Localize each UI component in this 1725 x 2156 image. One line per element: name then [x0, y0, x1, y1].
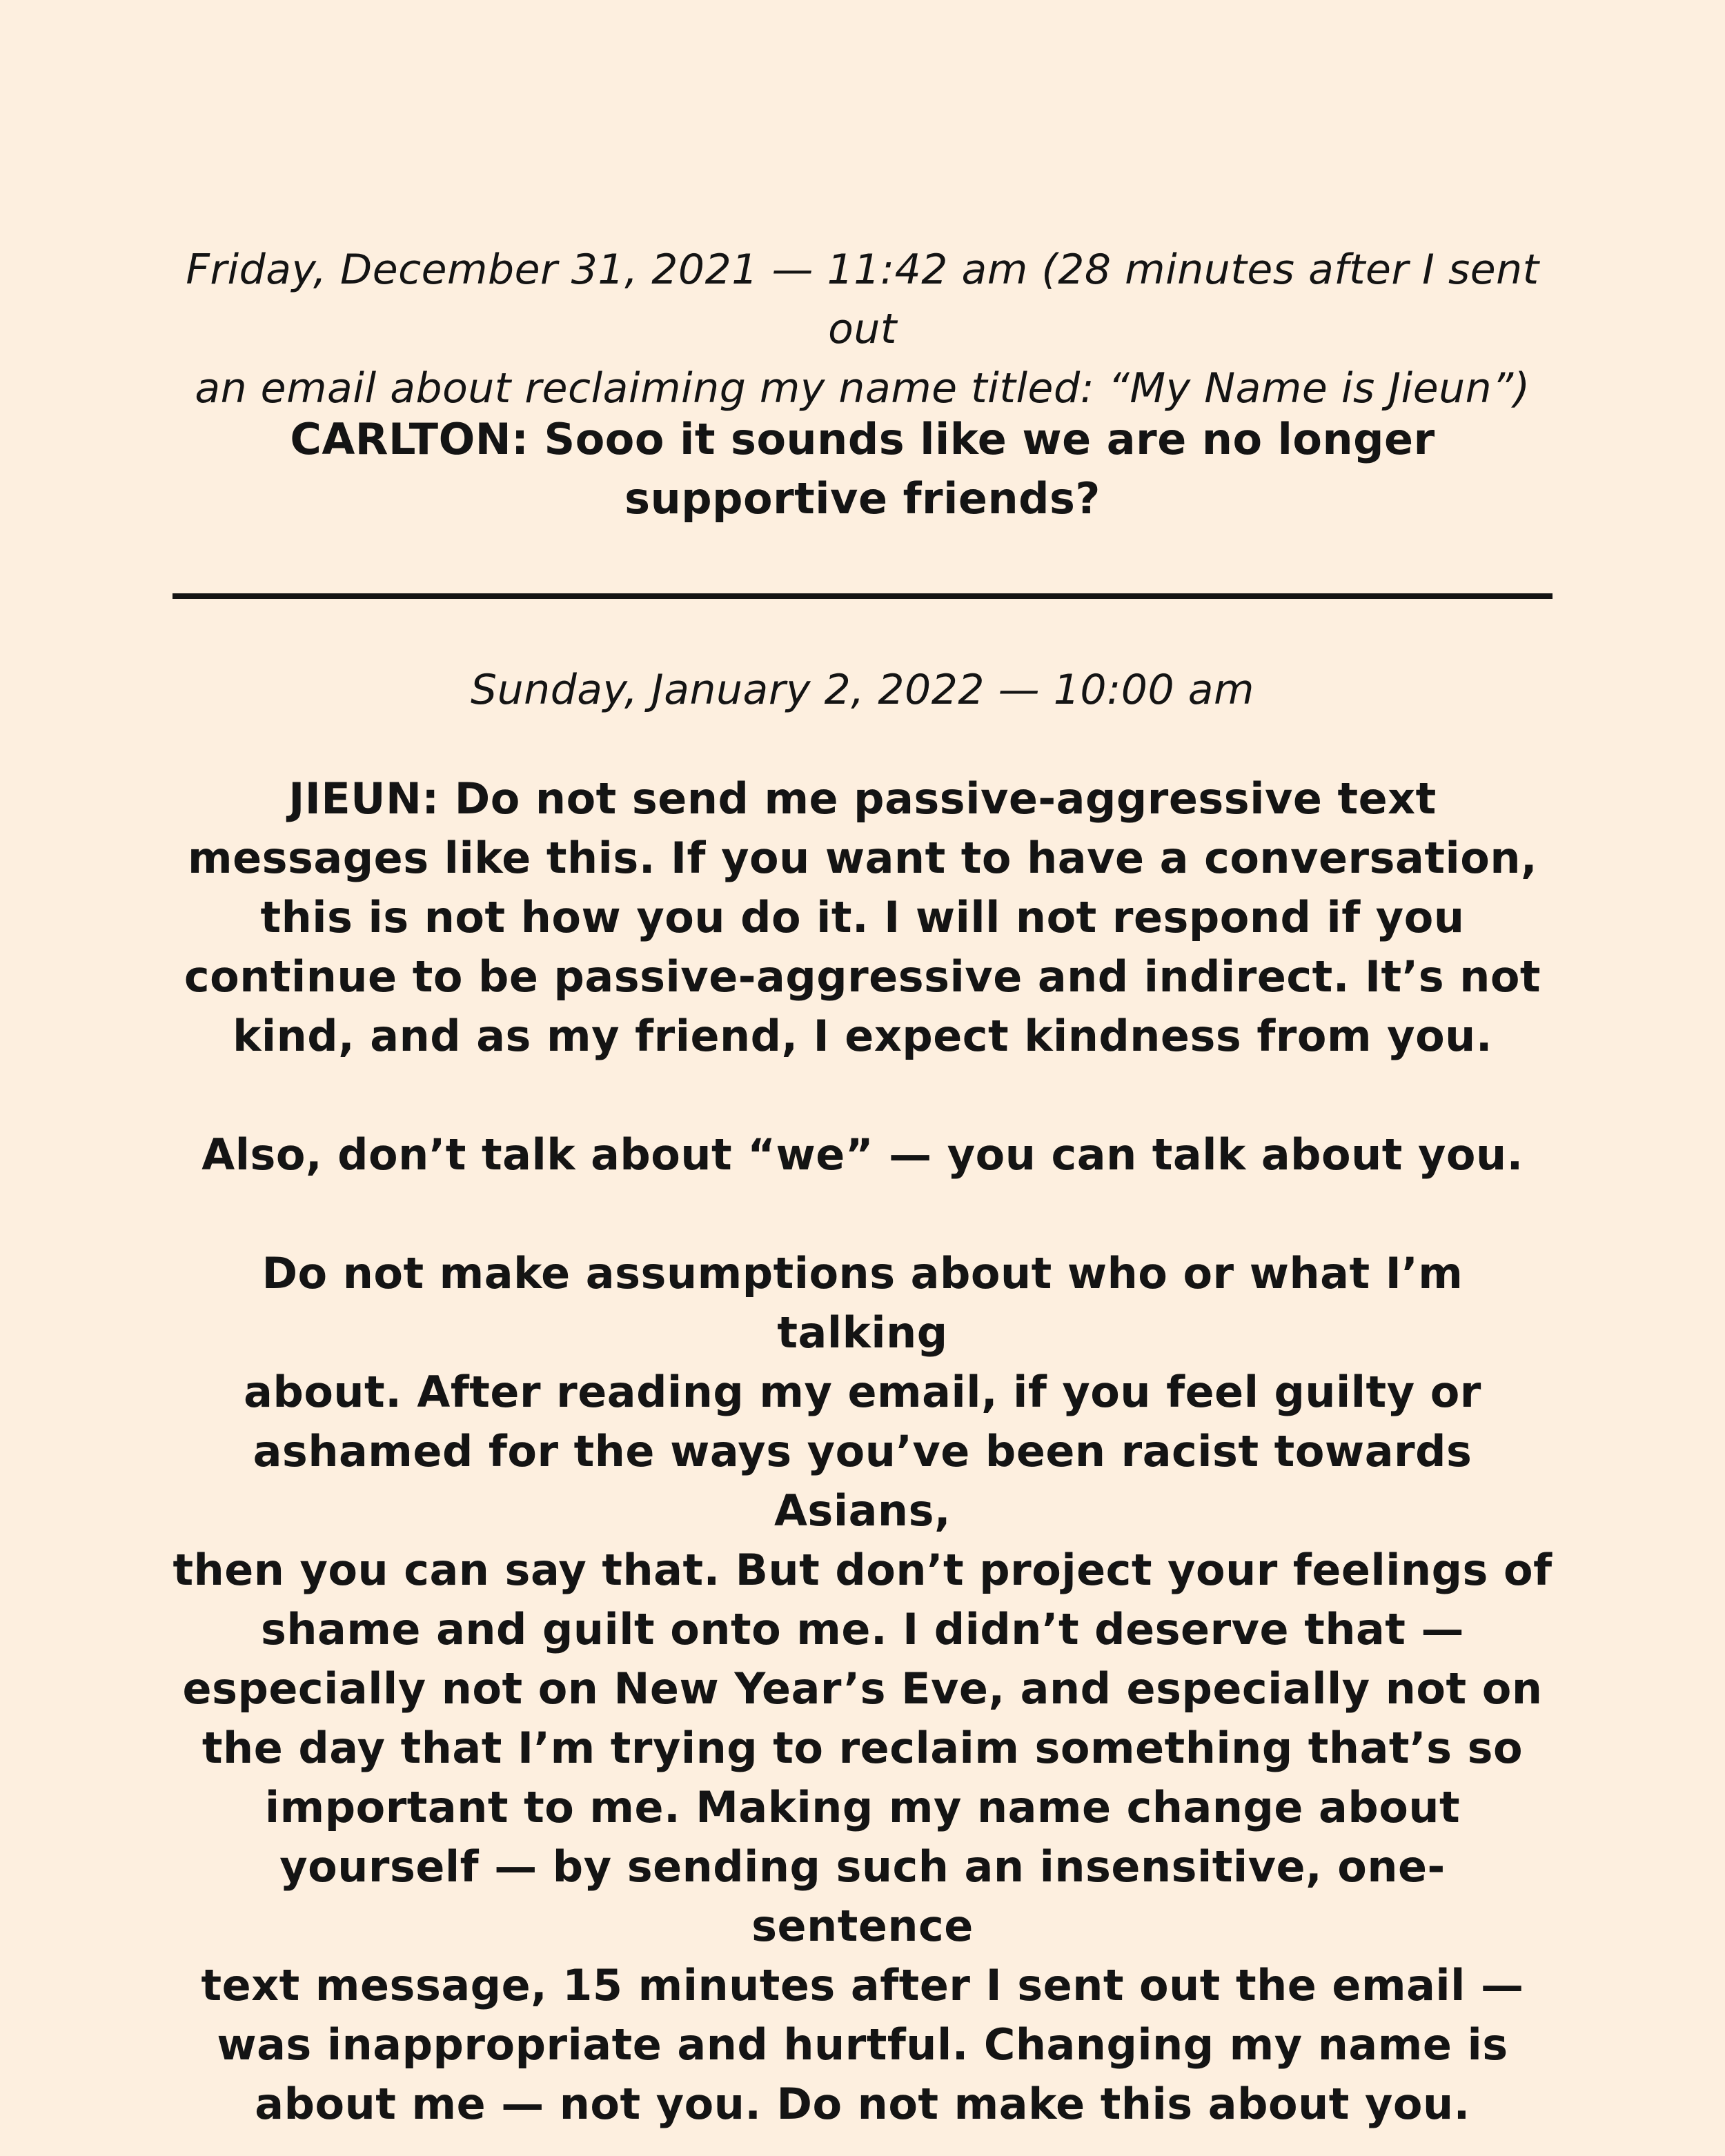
message-jieun-paragraph-1	[172, 769, 1552, 1066]
message-line: was inappropriate and hurtful. Changing my name is	[217, 2019, 1508, 2070]
timestamp-jieun	[172, 660, 1552, 720]
timestamp-carlton	[172, 240, 1552, 418]
timestamp-line: Sunday, January 2, 2022 — 10:00 am	[471, 666, 1254, 714]
message-line: yourself — by sending such an insensitive, one-sentence	[279, 1841, 1446, 1951]
message-line: supportive friends?	[624, 473, 1101, 524]
message-line: Also, don’t talk about “we” — you can talk about you.	[201, 1129, 1524, 1180]
message-line: about me — not you. Do not make this about you.	[255, 2079, 1470, 2129]
message-jieun-paragraph-2	[172, 1125, 1552, 1185]
message-line: kind, and as my friend, I expect kindness from you.	[233, 1011, 1492, 1061]
message-line: Do not make assumptions about who or what I’m talking	[262, 1248, 1463, 1358]
message-line: especially not on New Year’s Eve, and especially not on	[182, 1663, 1543, 1714]
message-line: then you can say that. But don’t project your feelings of	[172, 1545, 1552, 1595]
message-line: JIEUN: Do not send me passive-aggressive text	[288, 773, 1437, 824]
message-jieun-paragraph-3	[172, 1244, 1552, 2134]
section-divider	[172, 593, 1552, 599]
message-line: this is not how you do it. I will not respond if you	[260, 892, 1465, 942]
message-line: the day that I’m trying to reclaim something that’s so	[201, 1723, 1524, 1773]
timestamp-line: Friday, December 31, 2021 — 11:42 am (28 minutes after I sent out	[186, 246, 1539, 353]
message-line: ashamed for the ways you’ve been racist towards Asians,	[253, 1426, 1472, 1536]
message-line: important to me. Making my name change about	[264, 1782, 1461, 1832]
timestamp-line: an email about reclaiming my name titled: “My Name is Jieun”)	[195, 364, 1530, 413]
message-line: continue to be passive-aggressive and indirect. It’s not	[184, 951, 1541, 1002]
message-carlton	[172, 410, 1552, 528]
message-line: shame and guilt onto me. I didn’t deserve that —	[260, 1604, 1465, 1654]
message-line: messages like this. If you want to have a conversation,	[187, 833, 1538, 883]
message-line: text message, 15 minutes after I sent out the email —	[201, 1960, 1524, 2010]
message-line: about. After reading my email, if you feel guilty or	[244, 1367, 1481, 1417]
message-line: CARLTON: Sooo it sounds like we are no longer	[290, 414, 1435, 464]
